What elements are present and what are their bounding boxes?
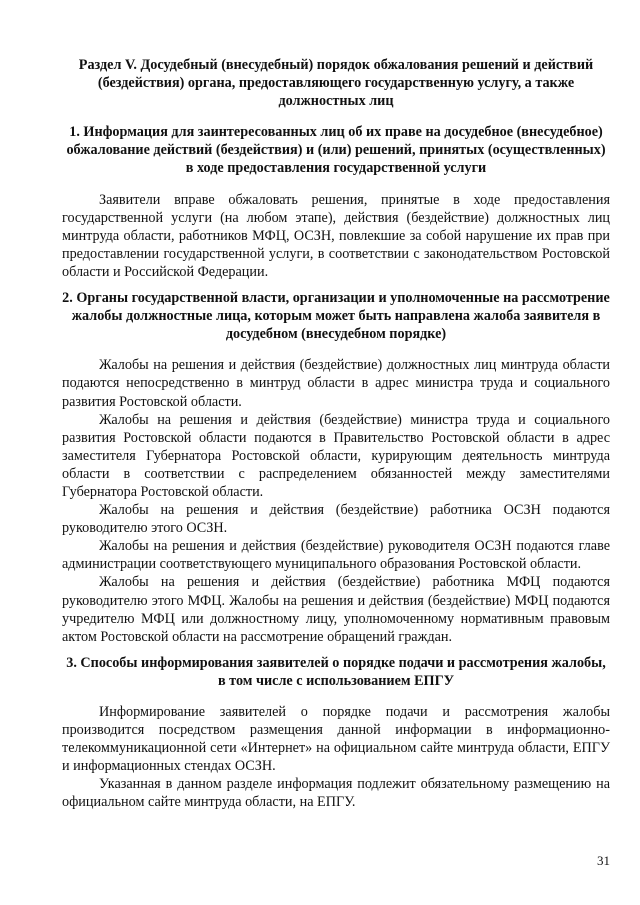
paragraph: Жалобы на решения и действия (бездействие) должностных лиц минтруда области подаются непосредственно в минтруд области в адрес министра труда и социального развития Ростовской области.	[62, 357, 610, 410]
paragraph: Заявители вправе обжаловать решения, принятые в ходе предоставления государственной услуги (на любом этапе), действия (бездействие) должностных лиц минтруда области, работников МФЦ, ОСЗН, повлекшие за собой нарушение их прав при предоставлении государственной услуги, в соответствии с законодательством Ростовской области и Российской Федерации.	[62, 191, 610, 280]
subsection-heading-3: 3. Способы информирования заявителей о порядке подачи и рассмотрения жалобы, в том числе с использованием ЕПГУ	[66, 654, 606, 689]
paragraph: Жалобы на решения и действия (бездействие) министра труда и социального развития Ростовской области подаются в Правительство Ростовской области в адрес заместителя Губернатора Ростовской области, курирующим деятельность минтруда области в соответствии с распределением обязанностей между заместителями Губернатора Ростовской области.	[62, 411, 610, 500]
paragraph: Указанная в данном разделе информация подлежит обязательному размещению на официальном сайте минтруда области, на ЕПГУ.	[62, 776, 610, 811]
paragraph: Информирование заявителей о порядке подачи и рассмотрения жалобы производится посредством размещения данной информации в информационно-телекоммуникационной сети «Интернет» на официальном сайте минтруда области, ЕПГУ и информационных стендах ОСЗН.	[62, 704, 610, 775]
paragraph: Жалобы на решения и действия (бездействие) руководителя ОСЗН подаются главе администрации соответствующего муниципального образования Ростовской области.	[62, 538, 610, 573]
page-number: 31	[597, 853, 610, 868]
paragraph: Жалобы на решения и действия (бездействие) работника МФЦ подаются руководителю этого МФЦ. Жалобы на решения и действия (бездействие) МФЦ подаются учредителю МФЦ или должностному лицу, уполномоченному нормативным правовым актом Ростовской области на рассмотрение обращений граждан.	[62, 574, 610, 645]
section-main-heading: Раздел V. Досудебный (внесудебный) порядок обжалования решений и действий (бездействия) органа, предоставляющего государственную услугу, а также должностных лиц	[78, 57, 594, 110]
subsection-heading-1: 1. Информация для заинтересованных лиц об их праве на досудебное (внесудебное) обжалование действий (бездействия) и (или) решений, принятых (осуществленных) в ходе предоставления государственной услуги	[66, 124, 606, 177]
document-page	[62, 56, 610, 812]
paragraph: Жалобы на решения и действия (бездействие) работника ОСЗН подаются руководителю этого ОСЗН.	[62, 502, 610, 537]
subsection-heading-2: 2. Органы государственной власти, организации и уполномоченные на рассмотрение жалобы должностные лица, которым может быть направлена жалоба заявителя в досудебном (внесудебном порядке)	[62, 290, 610, 343]
